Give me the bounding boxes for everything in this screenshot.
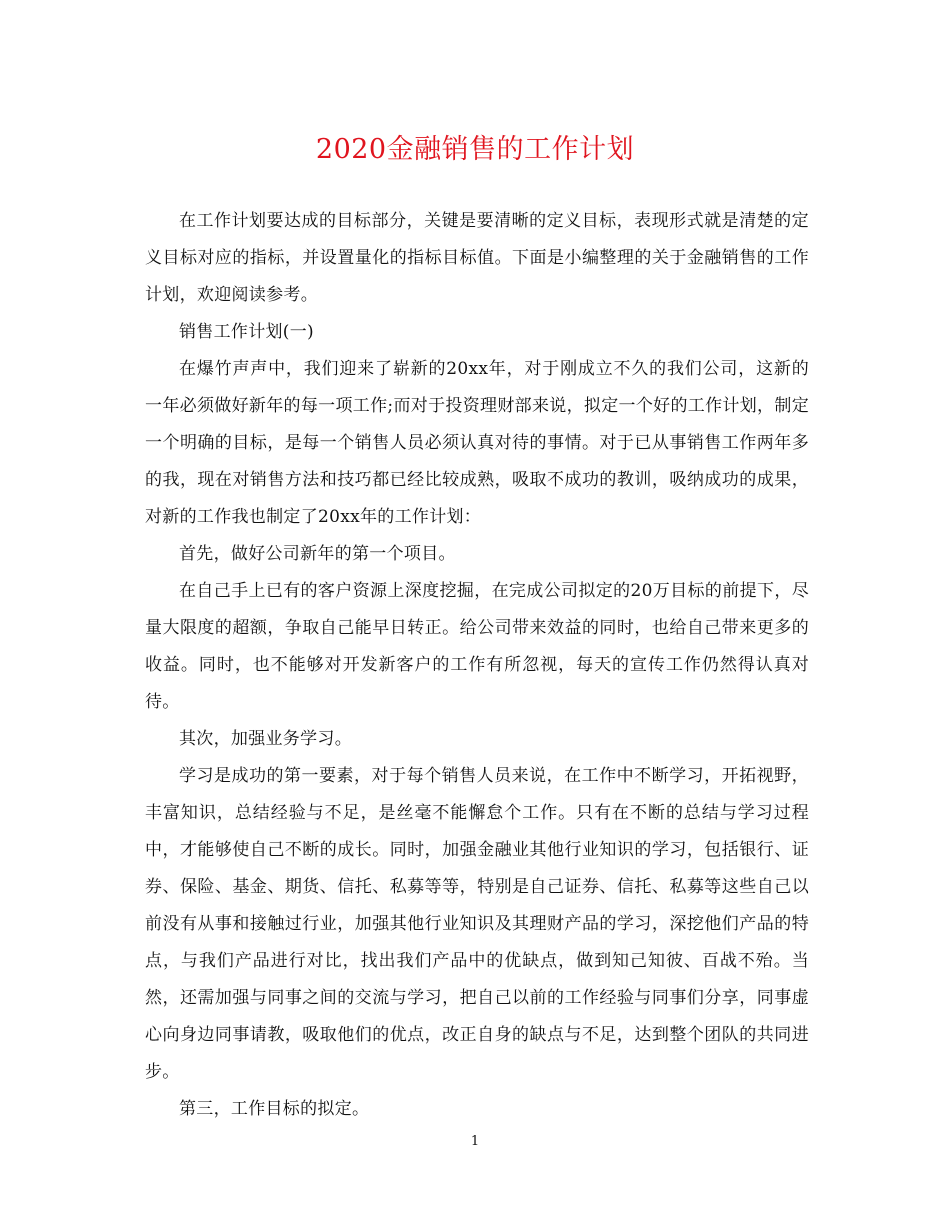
document-title: 2020金融销售的工作计划 xyxy=(315,134,635,165)
document-body xyxy=(145,203,809,1128)
paragraph-clients: 在自己手上已有的客户资源上深度挖掘，在完成公司拟定的20万目标的前提下，尽量大限度的超额，争取自己能早日转正。给公司带来效益的同时，也给自己带来更多的收益。同时，也不能够对开发新客户的工作有所忽视，每天的宣传工作仍然得认真对待。 xyxy=(145,581,809,712)
paragraph-second: 其次，加强业务学习。 xyxy=(179,729,352,749)
paragraph-section-heading: 销售工作计划(一) xyxy=(179,322,314,342)
paragraph-new-year: 在爆竹声声中，我们迎来了崭新的20xx年，对于刚成立不久的我们公司，这新的一年必须做好新年的每一项工作;而对于投资理财部来说，拟定一个好的工作计划，制定一个明确的目标，是每一个销售人员必须认真对待的事情。对于已从事销售工作两年多的我，现在对销售方法和技巧都已经比较成熟，吸取不成功的教训，吸纳成功的成果，对新的工作我也制定了20xx年的工作计划： xyxy=(145,359,809,527)
paragraph-learning: 学习是成功的第一要素，对于每个销售人员来说，在工作中不断学习，开拓视野，丰富知识，总结经验与不足，是丝毫不能懈怠个工作。只有在不断的总结与学习过程中，才能够使自己不断的成长。同时，加强金融业其他行业知识的学习，包括银行、证券、保险、基金、期货、信托、私募等等，特别是自己证券、信托、私募等这些自己以前没有从事和接触过行业，加强其他行业知识及其理财产品的学习，深挖他们产品的特点，与我们产品进行对比，找出我们产品中的优缺点，做到知己知彼、百战不殆。当然，还需加强与同事之间的交流与学习，把自己以前的工作经验与同事们分享，同事虚心向身边同事请教，吸取他们的优点，改正自身的缺点与不足，达到整个团队的共同进步。 xyxy=(145,766,809,1082)
paragraph-intro: 在工作计划要达成的目标部分，关键是要清晰的定义目标，表现形式就是清楚的定义目标对应的指标，并设置量化的指标目标值。下面是小编整理的关于金融销售的工作计划，欢迎阅读参考。 xyxy=(145,211,809,305)
paragraph-third: 第三，工作目标的拟定。 xyxy=(179,1099,370,1119)
page-number: 1 xyxy=(470,1134,480,1149)
paragraph-first: 首先，做好公司新年的第一个项目。 xyxy=(179,544,456,564)
